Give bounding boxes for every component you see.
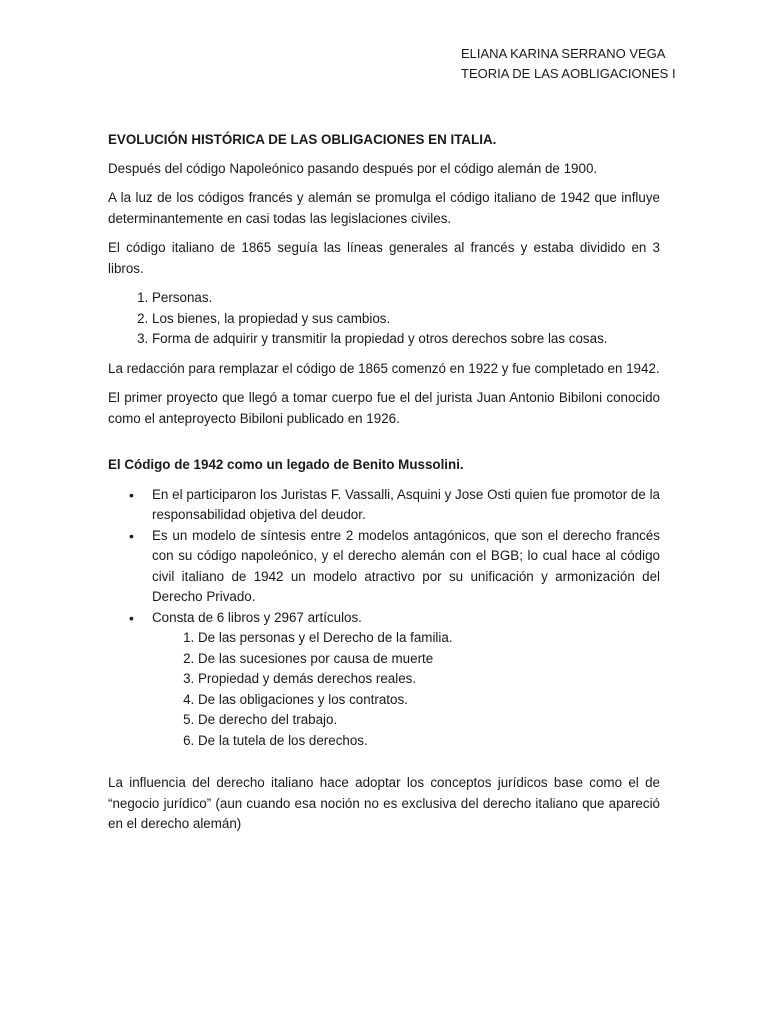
books-1942-list [152,628,660,751]
document-title: EVOLUCIÓN HISTÓRICA DE LAS OBLIGACIONES EN ITALIA. [108,132,497,147]
closing-paragraph: La influencia del derecho italiano hace adoptar los conceptos jurídicos base como el de “negocio jurídico” (aun cuando esa noción no es exclusiva del derecho italiano que apareció en el derecho alemán) [108,775,660,831]
paragraph: El código italiano de 1865 seguía las líneas generales al francés y estaba dividido en 3 libros. [108,240,660,276]
list-item: 3. Propiedad y demás derechos reales. [198,669,660,690]
bullet-item [152,526,660,608]
author-name: ELIANA KARINA SERRANO VEGA [461,46,666,61]
bullet-item [152,485,660,526]
paragraph: A la luz de los códigos francés y alemán se promulga el código italiano de 1942 que influye determinantemente en casi todas las legislaciones civiles. [108,190,660,226]
paragraph: Después del código Napoleónico pasando después por el código alemán de 1900. [108,160,598,176]
course-name: TEORIA DE LAS AOBLIGACIONES I [461,66,676,81]
bullet-text: En el participaron los Juristas F. Vassalli, Asquini y Jose Osti quien fue promotor de la responsabilidad objetiva del deudor. [152,486,660,522]
bullet-text: Consta de 6 libros y 2967 artículos. [152,609,362,625]
bullet-item [152,608,660,752]
list-item: 1. Personas. [152,288,660,309]
bullet-text: Es un modelo de síntesis entre 2 modelos antagónicos, que son el derecho francés con su código napoleónico, y el derecho alemán con el BGB; lo cual hace al código civil italiano de 1942 un modelo atractivo por su unificación y armonización del Derecho Privado. [152,527,660,604]
paragraph: La redacción para remplazar el código de 1865 comenzó en 1922 y fue completado en 1942. [108,360,660,376]
list-item: 2. De las sucesiones por causa de muerte [198,649,660,670]
list-item: 2. Los bienes, la propiedad y sus cambios. [152,309,660,330]
paragraph: El primer proyecto que llegó a tomar cuerpo fue el del jurista Juan Antonio Bibiloni conocido como el anteproyecto Bibiloni publicado en 1926. [108,390,660,426]
list-item: 1. De las personas y el Derecho de la familia. [198,628,660,649]
list-item: 5. De derecho del trabajo. [198,710,660,731]
page-header [461,44,676,84]
list-item: 3. Forma de adquirir y transmitir la propiedad y otros derechos sobre las cosas. [152,329,660,350]
list-item: 4. De las obligaciones y los contratos. [198,690,660,711]
books-1865-list [108,288,660,350]
bullet-list [108,485,660,752]
list-item: 6. De la tutela de los derechos. [198,731,660,752]
document-body [108,130,660,844]
section-heading: El Código de 1942 como un legado de Benito Mussolini. [108,457,464,472]
